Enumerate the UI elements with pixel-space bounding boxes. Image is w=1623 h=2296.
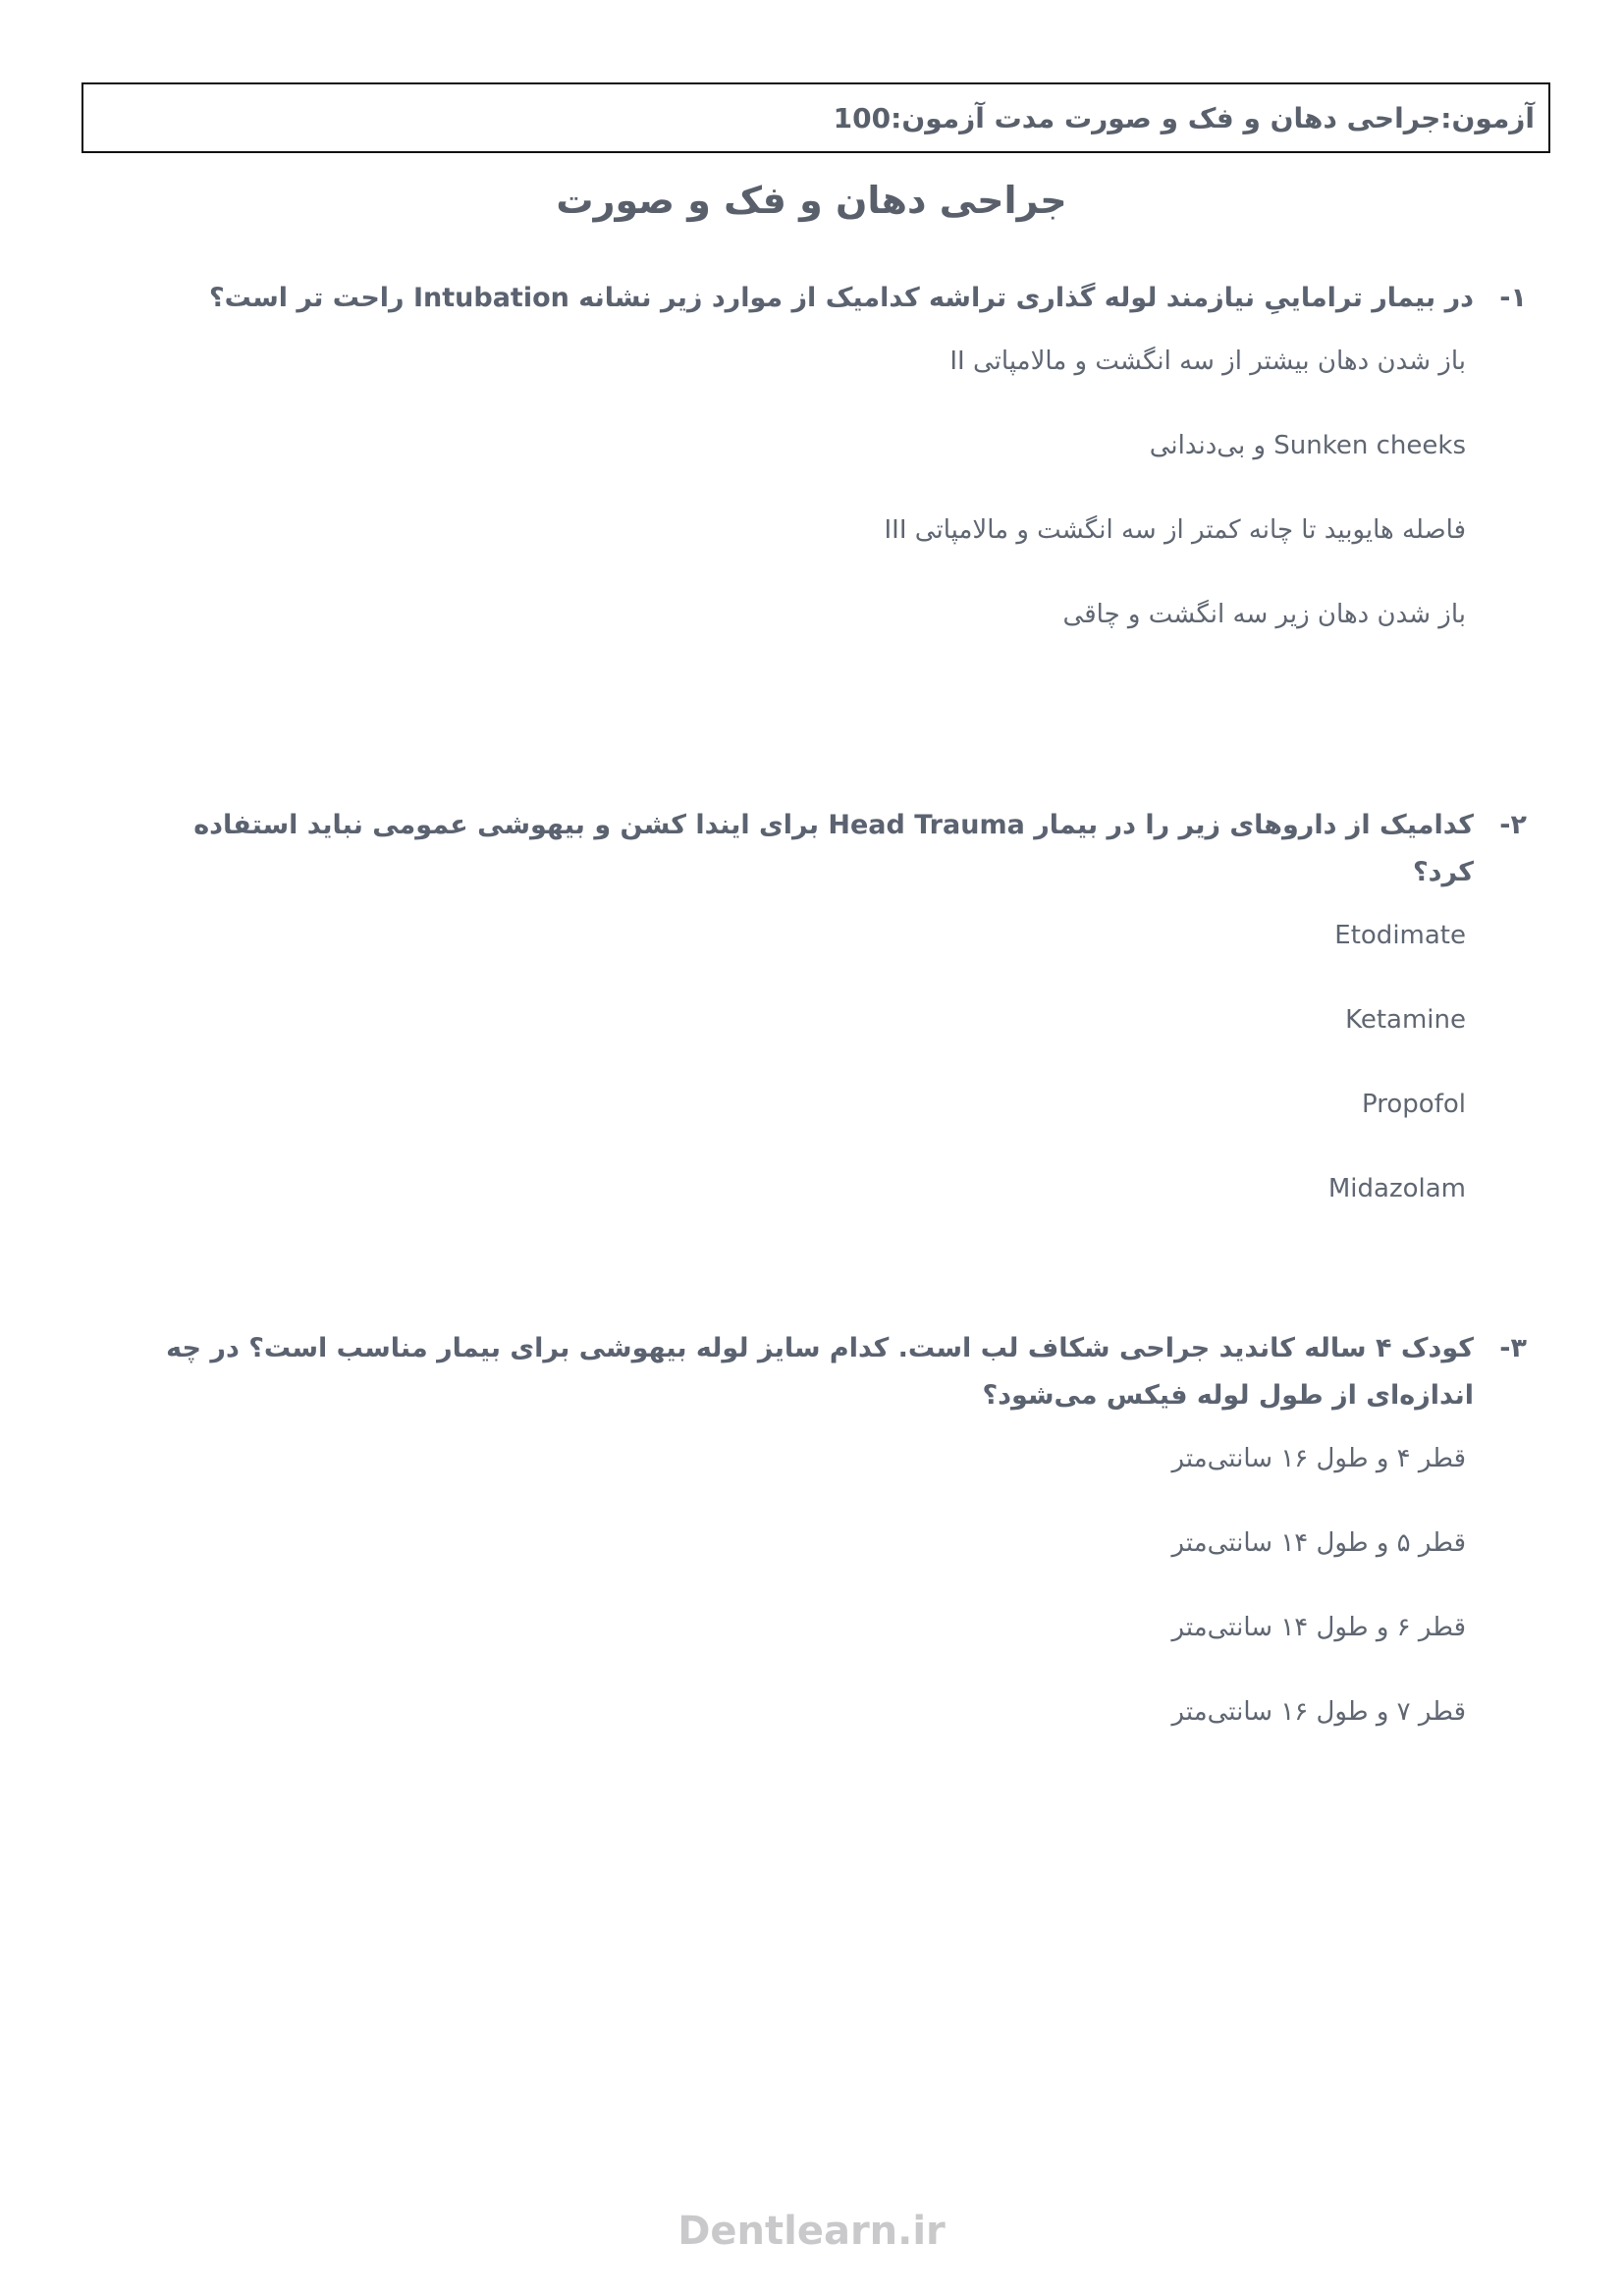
option-item: قطر ۷ و طول ۱۶ سانتی‌متر — [1171, 1697, 1466, 1727]
question-2 — [133, 802, 1527, 1254]
question-body: کودک ۴ ساله کاندید جراحی شکاف لب است. کدام سایز لوله بیهوشی برای بیمار مناسب است؟ در چه اندازه‌ای از طول لوله فیکس می‌شود؟ — [166, 1333, 1474, 1411]
question-body: کدامیک از داروهای زیر را در بیمار Head Trauma برای ایندا کشن و بیهوشی عمومی نباید استفاده کرد؟ — [193, 810, 1474, 887]
exam-header-box — [81, 82, 1550, 153]
option-item: قطر ۵ و طول ۱۴ سانتی‌متر — [1171, 1528, 1466, 1558]
question-3 — [133, 1325, 1527, 1777]
question-number: ۱- — [1499, 283, 1527, 313]
question-text — [133, 1325, 1527, 1419]
question-body: در بیمار تراماییِ نیازمند لوله گذاری تراشه کدامیک از موارد زیر نشانه Intubation راحت تر است؟ — [208, 283, 1474, 313]
question-number: ۳- — [1499, 1333, 1527, 1363]
option-item: قطر ۶ و طول ۱۴ سانتی‌متر — [1171, 1613, 1466, 1642]
question-text — [133, 802, 1527, 896]
exam-title: جراحی دهان و فک و صورت — [556, 179, 1067, 222]
option-list — [133, 916, 1527, 1208]
option-item: Propofol — [1362, 1090, 1466, 1119]
option-item: باز شدن دهان زیر سه انگشت و چاقی — [1062, 600, 1466, 629]
option-item: باز شدن دهان بیشتر از سه انگشت و مالامپاتی II — [949, 347, 1466, 376]
option-item: Ketamine — [1345, 1005, 1466, 1035]
option-item: قطر ۴ و طول ۱۶ سانتی‌متر — [1171, 1444, 1466, 1473]
option-list — [133, 342, 1527, 634]
watermark-brand: Dentlearn.ir — [677, 2209, 946, 2254]
option-item: Midazolam — [1327, 1174, 1466, 1203]
question-number: ۲- — [1499, 810, 1527, 840]
question-1 — [133, 275, 1527, 679]
option-item: Sunken cheeks و بی‌دندانی — [1149, 431, 1466, 460]
option-item: Etodimate — [1334, 921, 1466, 950]
exam-header-text: آزمون:جراحی دهان و فک و صورت مدت آزمون:100 — [833, 101, 1535, 134]
question-text — [133, 275, 1527, 322]
option-list — [133, 1439, 1527, 1732]
option-item: فاصله هایوبید تا چانه کمتر از سه انگشت و مالامپاتی III — [884, 515, 1466, 545]
